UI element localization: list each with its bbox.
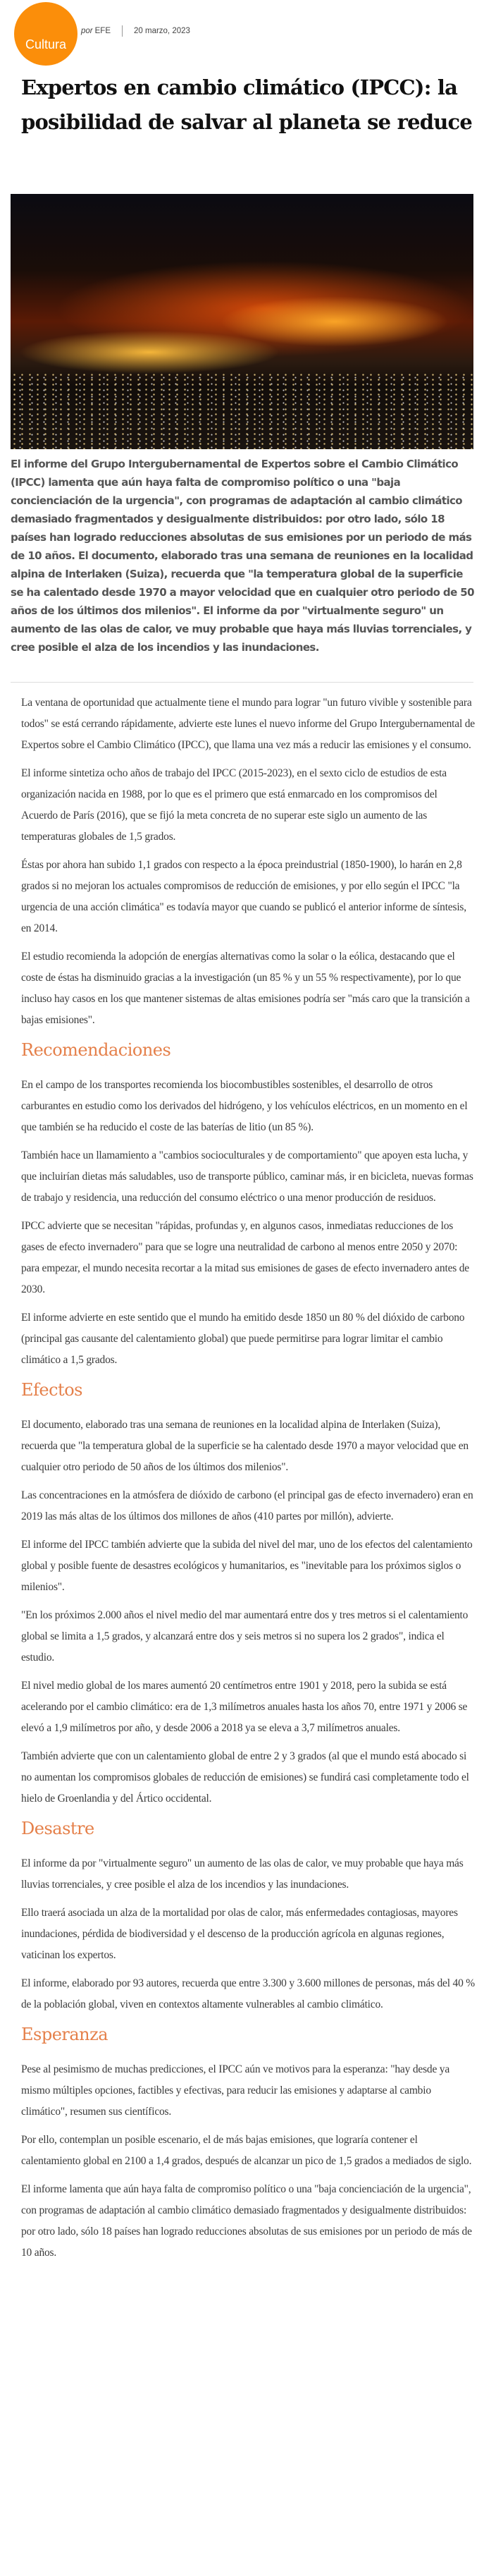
byline-prefix: por: [81, 27, 93, 35]
section-heading-esperanza: Esperanza: [21, 2025, 108, 2044]
divider: [11, 682, 473, 683]
category-label: Cultura: [25, 37, 67, 51]
paragraph: El informe del IPCC también advierte que la subida del nivel del mar, uno de los efectos del calentamiento global y posible fuente de desastres ecológicos y humanitarios, es "inevitable para los próximos siglos o milenios".: [21, 1539, 473, 1593]
paragraph: "En los próximos 2.000 años el nivel medio del mar aumentará entre dos y tres metros si el calentamiento global se limita a 1,5 grados, y alcanzará entre dos y seis metros si no supera los 2 grados", indica el estudio.: [21, 1609, 469, 1664]
publish-date: 20 marzo, 2023: [134, 27, 190, 35]
paragraph: En el campo de los transportes recomienda los biocombustibles sostenibles, el desarrollo de otros carburantes en estudio como los derivados del hidrógeno, y los vehículos eléctricos, en un momento en el que también se ha reducido el coste de las baterías de litio (un 85 %).: [21, 1079, 468, 1133]
article-body: [21, 692, 476, 2271]
paragraph: Éstas por ahora han subido 1,1 grados con respecto a la época preindustrial (1850-1900), lo harán en 2,8 grados si no mejoran los actuales compromisos de reducción de emisiones, y por ello según el IPCC "la urgencia de una acción climática" es todavía mayor que cuando se publicó el anterior informe de síntesis, en 2014.: [21, 859, 466, 934]
author-link[interactable]: EFE: [94, 27, 111, 35]
paragraph: El estudio recomienda la adopción de energías alternativas como la solar o la eólica, destacando que el coste de éstas ha disminuido gracias a la investigación (un 85 % y un 55 % respectivamente), por lo que incluso hay casos en los que mantener sistemas de altas emisiones podría ser "más caro que la transición a bajas emisiones".: [21, 951, 470, 1026]
paragraph: El nivel medio global de los mares aumentó 20 centímetros entre 1901 y 2018, pero la subida se está acelerando por el cambio climático: era de 1,3 milímetros anuales hasta los años 70, entre 1971 y 2006 se elevó a 1,9 milímetros por año, y desde 2006 a 2018 ya se eleva a 3,7 milímetros anuales.: [21, 1680, 468, 1734]
paragraph: Por ello, contemplan un posible escenario, el de más bajas emisiones, que lograría contener el calentamiento global en 2100 a 1,4 grados, después de alcanzar un pico de 1,5 grados a mediados de siglo.: [21, 2134, 472, 2167]
paragraph: El informe, elaborado por 93 autores, recuerda que entre 3.300 y 3.600 millones de personas, más del 40 % de la población global, viven en contextos altamente vulnerables al cambio climático.: [21, 1977, 476, 2010]
paragraph: Pese al pesimismo de muchas predicciones, el IPCC aún ve motivos para la esperanza: "hay desde ya mismo múltiples opciones, factibles y efectivas, para reducir las emisiones y adaptarse al cambio climático", resumen sus científicos.: [21, 2063, 450, 2118]
paragraph: El informe da por "virtualmente seguro" un aumento de las olas de calor, ve muy probable que haya más lluvias torrenciales, y cree posible el alza de los incendios y las inundaciones.: [21, 1857, 464, 1891]
paragraph: El documento, elaborado tras una semana de reuniones en la localidad alpina de Interlaken (Suiza), recuerda que "la temperatura global de la superficie se ha calentado desde 1970 a mayor velocidad que en cualquier otro periodo de 50 años de los últimos dos milenios".: [21, 1419, 469, 1473]
paragraph: El informe advierte en este sentido que el mundo ha emitido desde 1850 un 80 % del dióxido de carbono (principal gas causante del calentamiento global) que puede permitirse para lograr limitar el cambio climático a 1,5 grados.: [21, 1312, 465, 1366]
byline-divider: [122, 25, 123, 37]
section-heading-recomendaciones: Recomendaciones: [21, 1040, 171, 1060]
paragraph: La ventana de oportunidad que actualmente tiene el mundo para lograr "un futuro vivible y sostenible para todos" se está cerrando rápidamente, advierte este lunes el nuevo informe del Grupo Intergubernamental de Expertos sobre el Cambio Climático (IPCC), que llama una vez más a reducir las emisiones y el consumo.: [21, 697, 475, 751]
category-badge[interactable]: [14, 2, 77, 66]
section-heading-efectos: Efectos: [21, 1380, 82, 1400]
article-title: Expertos en cambio climático (IPCC): la posibilidad de salvar al planeta se reduce: [21, 75, 472, 134]
hero-image-wildfire: [11, 194, 473, 449]
paragraph: También advierte que con un calentamiento global de entre 2 y 3 grados (al que el mundo está abocado si no aumentan los compromisos globales de reducción de emisiones) se fundirá casi completamente todo el hielo de Groenlandia y del Ártico occidental.: [21, 1750, 469, 1805]
article-lead: El informe del Grupo Intergubernamental de Expertos sobre el Cambio Climático (IPCC) lamenta que aún haya falta de compromiso político o una "baja concienciación de la urgencia", con programas de adaptación al cambio climático demasiado fragmentados y desigualmente distribuidos: por otro lado, sólo 18 países han logrado reducciones absolutas de sus emisiones por un periodo de más de 10 años. El documento, elaborado tras una semana de reuniones en la localidad alpina de Interlaken (Suiza), recuerda que "la temperatura global de la superficie se ha calentado desde 1970 a mayor velocidad que en cualquier otro periodo de 50 años de los últimos dos milenios". El informe da por "virtualmente seguro" un aumento de las olas de calor, ve muy probable que haya más lluvias torrenciales, y cree posible el alza de los incendios y las inundaciones.: [11, 458, 474, 654]
paragraph: IPCC advierte que se necesitan "rápidas, profundas y, en algunos casos, inmediatas reducciones de los gases de efecto invernadero" para que se logre una neutralidad de carbono al menos entre 2050 y 2070: para empezar, el mundo necesita recortar a la mitad sus emisiones de gases de efecto invernadero antes de 2030.: [21, 1220, 469, 1295]
city-lights: [11, 372, 473, 449]
byline: [81, 25, 190, 37]
paragraph: El informe sintetiza ocho años de trabajo del IPCC (2015-2023), en el sexto ciclo de estudios de esta organización nacida en 1988, por lo que es el primero que está enmarcado en los compromisos del Acuerdo de París (2016), que se fijó la meta concreta de no superar este siglo un aumento de las temperaturas globales de 1,5 grados.: [21, 767, 447, 843]
paragraph: El informe lamenta que aún haya falta de compromiso político o una "baja concienciación de la urgencia", con programas de adaptación al cambio climático demasiado fragmentados y desigualmente distribuidos: por otro lado, sólo 18 países han logrado reducciones absolutas de sus emisiones por un periodo de más de 10 años.: [21, 2183, 472, 2259]
paragraph: Ello traerá asociada un alza de la mortalidad por olas de calor, más enfermedades contagiosas, mayores inundaciones, pérdida de biodiversidad y el descenso de la producción agrícola en algunas regiones, vaticinan los expertos.: [21, 1907, 458, 1961]
section-heading-desastre: Desastre: [21, 1819, 94, 1838]
paragraph: Las concentraciones en la atmósfera de dióxido de carbono (el principal gas de efecto invernadero) eran en 2019 las más altas de los últimos dos millones de años (410 partes por millón), advierte.: [21, 1489, 473, 1522]
paragraph: También hace un llamamiento a "cambios socioculturales y de comportamiento" que apoyen esta lucha, y que incluirían dietas más saludables, uso de transporte público, caminar más, ir en bicicleta, nuevas formas de trabajo y residencia, una reducción del consumo eléctrico o una menor producción de residuos.: [21, 1149, 473, 1204]
